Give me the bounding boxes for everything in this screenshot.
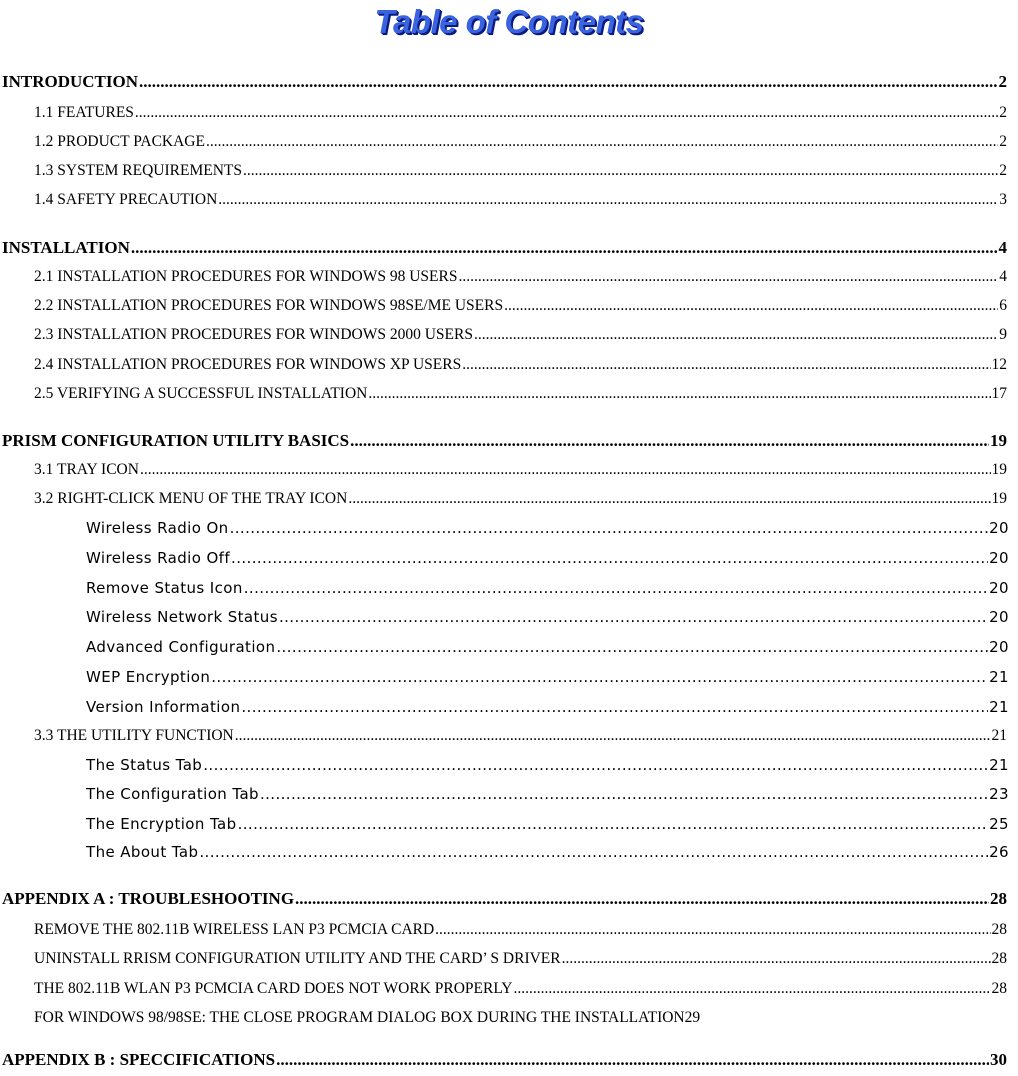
toc-page-number: 20 [989,638,1009,656]
toc-page-number: 12 [991,356,1007,373]
toc-label: The Encryption Tab [86,815,237,833]
toc-page-number: 20 [989,608,1009,626]
toc-label: 1.3 SYSTEM REQUIREMENTS [34,162,242,179]
toc-page-number: 21 [989,698,1009,716]
dot-leader [139,72,997,92]
toc-label: 2.4 INSTALLATION PROCEDURES FOR WINDOWS XP USERS [34,356,462,373]
toc-page-number: 4 [999,268,1007,285]
toc-label: 1.4 SAFETY PRECAUTION [34,191,218,208]
toc-page-number: 9 [999,326,1007,343]
dot-leader [458,268,998,286]
dot-leader [504,297,998,315]
toc-page-number: 20 [989,579,1009,597]
toc-page-number: 21 [991,727,1007,744]
toc-entry-2-5[interactable] [34,385,1007,407]
toc-label: INSTALLATION [2,238,130,257]
dot-leader [238,815,989,833]
toc-label: 2.3 INSTALLATION PROCEDURES FOR WINDOWS 2000 USERS [34,326,473,343]
dot-leader [135,104,998,122]
toc-entry-1-1[interactable] [34,104,1007,126]
toc-entry-2-1[interactable] [34,268,1007,290]
toc-entry-2-2[interactable] [34,297,1007,319]
toc-label: THE 802.11B WLAN P3 PCMCIA CARD DOES NOT WORK PROPERLY [34,980,513,997]
toc-page-number: 30 [990,1050,1007,1069]
toc-chapter-installation[interactable] [2,238,1007,262]
dot-leader [295,889,989,909]
dot-leader [435,921,990,939]
dot-leader [244,579,988,597]
dot-leader [235,727,991,745]
toc-label: APPENDIX A : TROUBLESHOOTING [2,889,295,908]
toc-page-number: 21 [989,668,1009,686]
toc-entry-3-1[interactable] [34,461,1007,483]
toc-subentry-about-tab[interactable] [86,843,1009,867]
toc-page-number: 2 [999,162,1007,179]
toc-page-number: 28 [991,980,1007,997]
dot-leader [241,698,988,716]
toc-page-number: 28 [991,921,1007,938]
dot-leader [350,431,989,451]
toc-subentry-version-information[interactable] [86,698,1009,722]
toc-page-number: 28 [990,889,1007,908]
toc-page-number: 4 [998,238,1007,257]
toc-subentry-encryption-tab[interactable] [86,815,1009,839]
toc-label: Wireless Radio Off [86,549,231,567]
dot-leader [279,608,988,626]
toc-page-number: 6 [999,297,1007,314]
dot-leader [203,756,988,774]
toc-label: INTRODUCTION [2,72,139,91]
toc-entry-1-2[interactable] [34,133,1007,155]
toc-page-number: 2 [998,72,1007,91]
toc-entry-card-not-working[interactable] [34,980,1007,1002]
dot-leader [276,638,988,656]
page-title: Table of Contents [374,3,644,40]
toc-chapter-prism-utility-basics[interactable] [2,431,1007,455]
toc-label: The Configuration Tab [86,785,259,803]
dot-leader [474,326,998,344]
dot-leader [211,668,988,686]
toc-page-number: 3 [999,191,1007,208]
toc-label: APPENDIX B : SPECCIFICATIONS [2,1050,276,1069]
dot-leader [206,133,998,151]
toc-label: 2.1 INSTALLATION PROCEDURES FOR WINDOWS 98 USERS [34,268,458,285]
dot-leader [348,490,990,508]
toc-page-number: 28 [991,950,1007,967]
toc-page-number: 2 [999,104,1007,121]
toc-page-number: 17 [991,385,1007,402]
toc-entry-1-4[interactable] [34,191,1007,213]
toc-subentry-configuration-tab[interactable] [86,785,1009,809]
toc-page-number: 23 [989,785,1009,803]
toc-page-number: 19 [991,490,1007,507]
toc-entry-2-3[interactable] [34,326,1007,348]
toc-label: 3.2 RIGHT-CLICK MENU OF THE TRAY ICON [34,490,348,507]
dot-leader [231,549,988,567]
toc-page-number: 29 [684,1009,701,1026]
toc-label: REMOVE THE 802.11B WIRELESS LAN P3 PCMCIA CARD [34,921,435,938]
dot-leader [513,980,990,998]
toc-subentry-remove-status-icon[interactable] [86,579,1009,603]
toc-page-number: 20 [989,549,1009,567]
dot-leader [368,385,990,403]
toc-label: Wireless Radio On [86,519,229,537]
toc-label: 3.3 THE UTILITY FUNCTION [34,727,234,744]
dot-leader [230,519,989,537]
toc-subentry-advanced-configuration[interactable] [86,638,1009,662]
toc-label: FOR WINDOWS 98/98SE: THE CLOSE PROGRAM DIALOG BOX DURING THE INSTALLATION [34,1009,685,1026]
dot-leader [276,1050,989,1070]
toc-entry-1-3[interactable] [34,162,1007,184]
toc-chapter-introduction[interactable] [2,72,1007,96]
toc-label: PRISM CONFIGURATION UTILITY BASICS [2,431,350,450]
toc-entry-remove-card[interactable] [34,921,1007,943]
dot-leader [243,162,998,180]
toc-page-number: 20 [989,519,1009,537]
toc-label: Remove Status Icon [86,579,243,597]
dot-leader [562,950,991,968]
toc-label: WEP Encryption [86,668,211,686]
toc-entry-uninstall-utility[interactable] [34,950,1007,972]
toc-label: 3.1 TRAY ICON [34,461,139,478]
toc-subentry-wireless-network-status[interactable] [86,608,1009,632]
toc-chapter-appendix-b[interactable] [2,1050,1007,1074]
dot-leader [140,461,991,479]
dot-leader [462,356,990,374]
toc-subentry-status-tab[interactable] [86,756,1009,780]
toc-subentry-wireless-radio-off[interactable] [86,549,1009,573]
toc-label: 1.2 PRODUCT PACKAGE [34,133,205,150]
toc-chapter-appendix-a[interactable] [2,889,1007,913]
toc-label: The About Tab [86,843,199,861]
toc-page-number: 21 [989,756,1009,774]
toc-label: Advanced Configuration [86,638,276,656]
toc-entry-2-4[interactable] [34,356,1007,378]
toc-label: 1.1 FEATURES [34,104,134,121]
toc-subentry-wireless-radio-on[interactable] [86,519,1009,543]
toc-label: 2.2 INSTALLATION PROCEDURES FOR WINDOWS 98SE/ME USERS [34,297,504,314]
toc-label: Version Information [86,698,241,716]
toc-page-number: 19 [991,461,1007,478]
dot-leader [260,785,988,803]
dot-leader [218,191,998,209]
toc-page-number: 2 [999,133,1007,150]
dot-leader [131,238,998,258]
toc-subentry-wep-encryption[interactable] [86,668,1009,692]
toc-label: 2.5 VERIFYING A SUCCESSFUL INSTALLATION [34,385,368,402]
toc-page-number: 25 [989,815,1009,833]
toc-entry-close-program-dialog[interactable] [34,1009,1018,1031]
toc-label: UNINSTALL RRISM CONFIGURATION UTILITY AND THE CARD’ S DRIVER [34,950,561,967]
toc-entry-3-2[interactable] [34,490,1007,512]
toc-label: The Status Tab [86,756,203,774]
toc-entry-3-3[interactable] [34,727,1007,749]
toc-page-number: 19 [990,431,1007,450]
toc-page-number: 26 [989,843,1009,861]
dot-leader [199,843,988,861]
toc-label: Wireless Network Status [86,608,278,626]
